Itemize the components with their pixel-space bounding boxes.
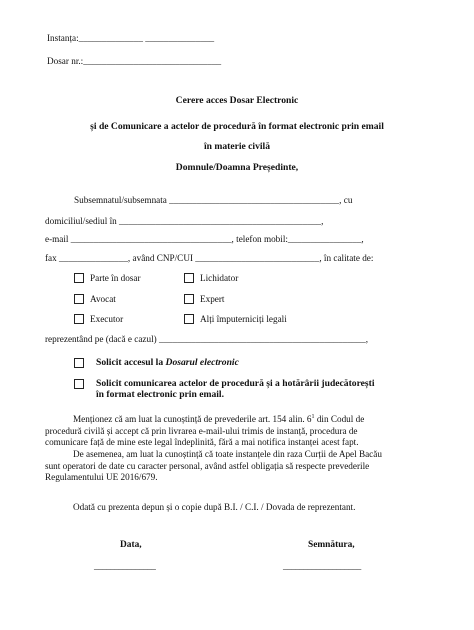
- checkbox-parte[interactable]: [74, 271, 141, 284]
- checkbox-box[interactable]: [74, 358, 84, 368]
- paragraph-acknowledgement: [45, 414, 431, 449]
- checkbox-label: Avocat: [90, 293, 116, 304]
- document-title: Cerere acces Dosar Electronic: [175, 95, 299, 106]
- signature-label: Semnătura,: [308, 540, 355, 550]
- checkbox-label: Parte în dosar: [90, 272, 141, 283]
- attachment-statement: Odată cu prezenta depun și o copie după B.I. / C.I. / Dovada de reprezentant.: [73, 502, 356, 512]
- checkbox-lichidator[interactable]: [184, 271, 238, 284]
- applicant-name-line: Subsemnatul/subsemnata _____________________________________, cu: [74, 195, 353, 205]
- date-line: _______________: [94, 561, 156, 571]
- para2-line2: sunt operatori de date cu caracter personal, având astfel obligația să respecte prevederile: [45, 460, 370, 471]
- represented-line: reprezentând pe (dacă e cazul) _____________________________________________,: [45, 334, 369, 344]
- checkbox-box[interactable]: [74, 294, 84, 304]
- document-subtitle: și de Comunicare a actelor de procedură în format electronic prin email: [90, 121, 384, 132]
- checkbox-box[interactable]: [74, 273, 84, 283]
- communication-request-line2: în format electronic prin email.: [96, 389, 224, 400]
- document-matter: în materie civilă: [203, 141, 271, 152]
- checkbox-access-dosar[interactable]: [74, 357, 434, 371]
- checkbox-label: Expert: [200, 293, 225, 304]
- para2-line3: Regulamentului UE 2016/679.: [45, 472, 158, 483]
- dosar-number-field: Dosar nr.:______________________________: [47, 56, 222, 66]
- checkbox-box[interactable]: [184, 294, 194, 304]
- checkbox-alti-imputerniciti[interactable]: [184, 312, 287, 325]
- instanta-field: Instanța:______________ _______________: [47, 33, 215, 43]
- fax-cnp-line: fax _______________, având CNP/CUI ___________________________, în calitate de:: [45, 253, 374, 263]
- communication-request-line1: Solicit comunicarea actelor de procedură și a hotărârii judecătorești: [96, 378, 375, 389]
- para1-line3: comunicare față de mine este legal îndeplinită, fără a mai notifica instanței acest fapt.: [45, 437, 359, 448]
- salutation: Domnule/Doamna Președinte,: [175, 162, 299, 173]
- checkbox-label: Lichidator: [200, 272, 239, 283]
- paragraph-gdpr: [45, 449, 431, 484]
- para1-line1a: Menționez că am luat la cunoștință de prevederile art. 154 alin. 6: [73, 414, 312, 424]
- email-phone-line: e-mail ___________________________________, telefon mobil:________________,: [45, 234, 364, 244]
- para2-line1: De asemenea, am luat la cunoștință că toate instanțele din raza Curții de Apel Bacău: [73, 449, 382, 459]
- date-label: Data,: [120, 540, 142, 550]
- checkbox-box[interactable]: [184, 314, 194, 324]
- access-request-label: Solicit accesul la: [96, 357, 166, 368]
- checkbox-expert[interactable]: [184, 292, 225, 305]
- domicile-line: domiciliul/sediul în ____________________________________________,: [45, 216, 324, 226]
- checkbox-box[interactable]: [74, 379, 84, 389]
- para1-superscript: 1: [311, 413, 315, 420]
- checkbox-box[interactable]: [74, 314, 84, 324]
- para1-line2: procedură civilă și accept că prin livrarea e-mail-ului trimis de instanță, procedura de: [45, 425, 358, 436]
- checkbox-box[interactable]: [184, 273, 194, 283]
- access-request-emphasis: Dosarul electronic: [165, 357, 239, 368]
- para1-line1b: din Codul de: [314, 414, 365, 424]
- checkbox-executor[interactable]: [74, 312, 123, 325]
- checkbox-label: Executor: [90, 313, 124, 324]
- checkbox-communication-email[interactable]: [74, 378, 434, 406]
- checkbox-avocat[interactable]: [74, 292, 116, 305]
- checkbox-label: Alți împuterniciți legali: [200, 313, 287, 324]
- signature-line: ___________________: [283, 561, 361, 571]
